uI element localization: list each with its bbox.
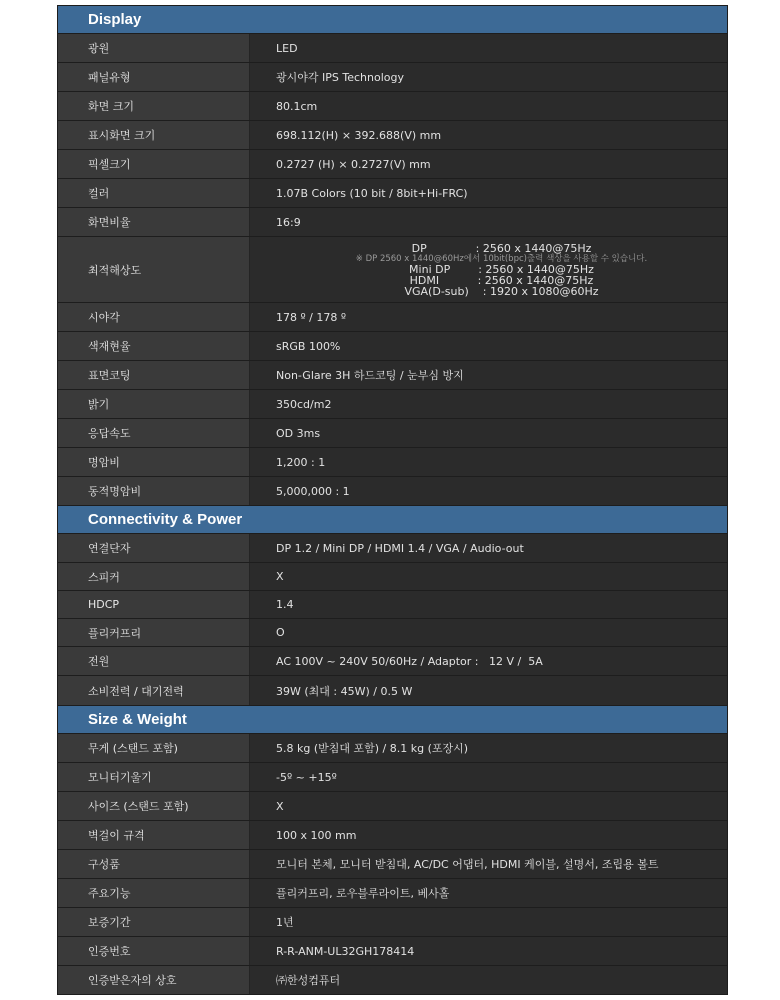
spec-value: 모니터 본체, 모니터 받침대, AC/DC 어댑터, HDMI 케이블, 설명서, 조립용 볼트 — [250, 850, 727, 878]
resolution-dp: DP : 2560 x 1440@75Hz — [411, 241, 592, 255]
spec-label: 동적명암비 — [58, 477, 250, 505]
spec-value: OD 3ms — [250, 419, 727, 447]
resolution-note: ※ DP 2560 x 1440@60Hz에서 10bit(bpc)출력 색상을 사용할 수 있습니다. — [355, 253, 648, 264]
spec-row — [58, 647, 727, 676]
spec-value: DP 1.2 / Mini DP / HDMI 1.4 / VGA / Audio-out — [250, 534, 727, 562]
spec-value: 80.1cm — [250, 92, 727, 120]
spec-value: 1,200 : 1 — [250, 448, 727, 476]
spec-value: sRGB 100% — [250, 332, 727, 360]
resolution-vga: VGA(D-sub) : 1920 x 1080@60Hz — [404, 284, 599, 298]
resolution-minidp: Mini DP : 2560 x 1440@75Hz — [409, 262, 594, 276]
spec-row — [58, 63, 727, 92]
spec-label: 벽걸이 규격 — [58, 821, 250, 849]
spec-value: 1.4 — [250, 591, 727, 618]
spec-label: 명암비 — [58, 448, 250, 476]
spec-value: AC 100V ~ 240V 50/60Hz / Adaptor : 12 V / 5A — [250, 647, 727, 675]
spec-row — [58, 966, 727, 995]
spec-row — [58, 734, 727, 763]
spec-row — [58, 150, 727, 179]
spec-label: 플리커프리 — [58, 619, 250, 646]
spec-label: 화면비율 — [58, 208, 250, 236]
spec-row — [58, 534, 727, 563]
spec-label: 컬러 — [58, 179, 250, 207]
spec-label: 광원 — [58, 34, 250, 62]
spec-label: 시야각 — [58, 303, 250, 331]
spec-label: 모니터기울기 — [58, 763, 250, 791]
spec-row — [58, 34, 727, 63]
spec-row — [58, 332, 727, 361]
spec-value: 광시야각 IPS Technology — [250, 63, 727, 91]
spec-row — [58, 121, 727, 150]
spec-value: 플리커프리, 로우블루라이트, 베사홀 — [250, 879, 727, 907]
spec-label: 스피커 — [58, 563, 250, 590]
spec-row — [58, 676, 727, 706]
spec-label: 소비전력 / 대기전력 — [58, 676, 250, 705]
section-header-connectivity: Connectivity & Power — [58, 506, 727, 534]
spec-row — [58, 92, 727, 121]
spec-row — [58, 619, 727, 647]
spec-label: 색재현율 — [58, 332, 250, 360]
spec-value: -5º ~ +15º — [250, 763, 727, 791]
spec-label: 구성품 — [58, 850, 250, 878]
spec-value: 16:9 — [250, 208, 727, 236]
spec-value: 698.112(H) × 392.688(V) mm — [250, 121, 727, 149]
spec-label: 응답속도 — [58, 419, 250, 447]
spec-value: X — [250, 563, 727, 590]
spec-label: 무게 (스탠드 포함) — [58, 734, 250, 762]
spec-row — [58, 419, 727, 448]
spec-row — [58, 908, 727, 937]
spec-row — [58, 591, 727, 619]
spec-value: X — [250, 792, 727, 820]
spec-value: Non-Glare 3H 하드코팅 / 눈부심 방지 — [250, 361, 727, 389]
spec-row — [58, 448, 727, 477]
spec-row — [58, 361, 727, 390]
spec-row — [58, 763, 727, 792]
spec-value: 5.8 kg (받침대 포함) / 8.1 kg (포장시) — [250, 734, 727, 762]
spec-row — [58, 208, 727, 237]
spec-row — [58, 821, 727, 850]
spec-row-resolution — [58, 237, 727, 303]
spec-label: 주요기능 — [58, 879, 250, 907]
spec-label: 패널유형 — [58, 63, 250, 91]
section-header-size-weight: Size & Weight — [58, 706, 727, 734]
spec-value: 178 º / 178 º — [250, 303, 727, 331]
spec-label: 보증기간 — [58, 908, 250, 936]
spec-label: 화면 크기 — [58, 92, 250, 120]
spec-value: 0.2727 (H) × 0.2727(V) mm — [250, 150, 727, 178]
section-header-display: Display — [58, 6, 727, 34]
spec-row — [58, 850, 727, 879]
spec-value: ㈜한성컴퓨터 — [250, 966, 727, 994]
spec-label: 표면코팅 — [58, 361, 250, 389]
spec-row — [58, 792, 727, 821]
spec-value: 350cd/m2 — [250, 390, 727, 418]
spec-label: 사이즈 (스탠드 포함) — [58, 792, 250, 820]
spec-value: LED — [250, 34, 727, 62]
spec-label: 최적해상도 — [58, 237, 250, 302]
spec-label: 인증받은자의 상호 — [58, 966, 250, 994]
resolution-list — [250, 237, 727, 302]
spec-row — [58, 563, 727, 591]
spec-row — [58, 477, 727, 506]
spec-row — [58, 879, 727, 908]
spec-label: 인증번호 — [58, 937, 250, 965]
spec-row — [58, 303, 727, 332]
spec-label: 픽셀크기 — [58, 150, 250, 178]
spec-value: 1년 — [250, 908, 727, 936]
spec-label: 밝기 — [58, 390, 250, 418]
spec-value: 100 x 100 mm — [250, 821, 727, 849]
spec-row — [58, 937, 727, 966]
spec-label: 표시화면 크기 — [58, 121, 250, 149]
spec-value: 39W (최대 : 45W) / 0.5 W — [250, 676, 727, 705]
spec-row — [58, 179, 727, 208]
spec-label: 연결단자 — [58, 534, 250, 562]
spec-label: HDCP — [58, 591, 250, 618]
spec-sheet — [57, 5, 728, 995]
spec-value: R-R-ANM-UL32GH178414 — [250, 937, 727, 965]
spec-value: O — [250, 619, 727, 646]
spec-label: 전원 — [58, 647, 250, 675]
spec-value: 5,000,000 : 1 — [250, 477, 727, 505]
spec-value: 1.07B Colors (10 bit / 8bit+Hi-FRC) — [250, 179, 727, 207]
spec-row — [58, 390, 727, 419]
resolution-hdmi: HDMI : 2560 x 1440@75Hz — [409, 273, 594, 287]
